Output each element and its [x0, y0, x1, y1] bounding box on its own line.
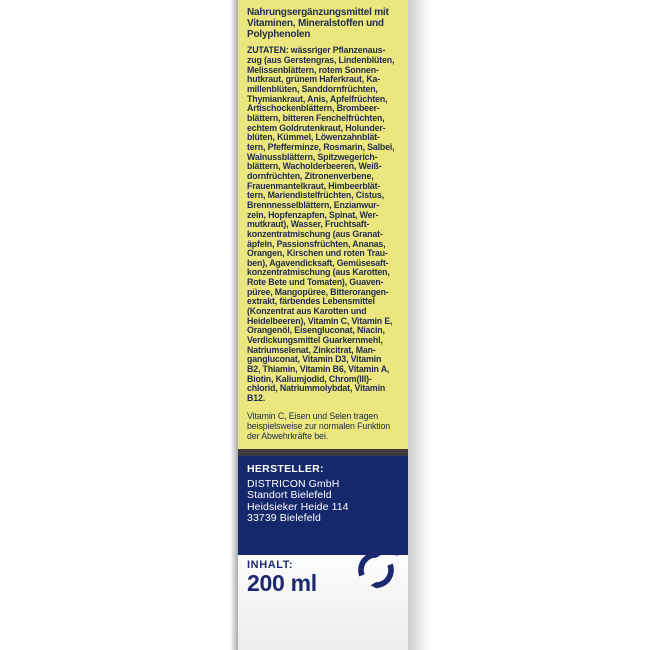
text-line: Orangenöl, Eisengluconat, Niacin,: [247, 325, 385, 336]
text-line: blättern, bitteren Fenchelfrüchten,: [247, 112, 385, 123]
text-line: Thymiankraut, Anis, Apfelfrüchten,: [247, 93, 388, 104]
ingredients-list-text: [247, 46, 402, 403]
text-line: Vitaminen, Mineralstoffen und: [247, 17, 384, 29]
text-line: Heidsieker Heide 114: [247, 500, 349, 513]
text-line: ZUTATEN: wässriger Pflanzenaus-: [247, 45, 386, 56]
text-line: äpfeln, Passionsfrüchten, Ananas,: [247, 238, 386, 249]
text-line: püree, Mangopüree, Bitterorangen-: [247, 286, 389, 297]
text-line: Vitamin C, Eisen und Selen tragen: [247, 410, 379, 421]
text-line: Frauenmantelkraut, Himbeerblät-: [247, 180, 381, 191]
text-line: Rote Bete und Tomaten), Guaven-: [247, 277, 384, 288]
text-line: millenblüten, Sanddornfrüchten,: [247, 84, 378, 95]
text-line: blüten, Kümmel, Löwenzahnblät-: [247, 132, 380, 143]
text-line: (Konzentrat aus Karotten und: [247, 306, 367, 317]
text-line: Heidelbeeren), Vitamin C, Vitamin E,: [247, 315, 393, 326]
text-line: extrakt, färbendes Lebensmittel: [247, 296, 375, 307]
package-side-panel: [238, 0, 408, 650]
text-line: blättern, Wacholderbeeren, Weiß-: [247, 161, 382, 172]
text-line: B2, Thiamin, Vitamin B6, Vitamin A,: [247, 364, 390, 375]
text-line: Standort Bielefeld: [247, 489, 332, 502]
green-dot-recycling-icon: [357, 551, 395, 589]
health-claim-text: [247, 411, 402, 442]
text-line: Natriumselenat, Zinkcitrat, Man-: [247, 344, 376, 355]
text-line: der Abwehrkräfte bei.: [247, 431, 329, 442]
text-line: hutkraut, grünem Haferkraut, Ka-: [247, 74, 381, 85]
text-line: konzentratmischung (aus Karotten,: [247, 267, 390, 278]
content-section: [238, 549, 408, 650]
content-label: INHALT:: [247, 559, 294, 571]
text-line: B12.: [247, 393, 265, 404]
text-line: mutkraut), Wasser, Fruchtsaft-: [247, 219, 370, 230]
registered-trademark-symbol: ®: [394, 549, 400, 558]
text-line: konzentratmischung (aus Granat-: [247, 228, 383, 239]
text-line: beispielsweise zur normalen Funktion: [247, 421, 391, 432]
text-line: zug (aus Gerstengras, Lindenblüten,: [247, 55, 395, 66]
text-line: Polyphenolen: [247, 28, 311, 40]
text-line: chlorid, Natriummolybdat, Vitamin: [247, 383, 386, 394]
ingredients-section: [238, 0, 408, 449]
box-fold-band: [238, 449, 408, 456]
text-line: Orangen, Kirschen und roten Trau-: [247, 248, 388, 259]
manufacturer-label: HERSTELLER:: [247, 463, 324, 475]
text-line: Brennnesselblättern, Enzianwur-: [247, 199, 380, 210]
manufacturer-section: [238, 456, 408, 555]
text-line: zeln, Hopfenzapfen, Spinat, Wer-: [247, 209, 379, 220]
text-line: Melissenblättern, rotem Sonnen-: [247, 64, 379, 75]
text-line: ben), Agavendicksaft, Gemüsesaft-: [247, 257, 389, 268]
text-line: tern, Pfefferminze, Rosmarin, Salbei,: [247, 141, 395, 152]
text-line: dornfrüchten, Zitronenverbene,: [247, 170, 374, 181]
panel-left-edge-shadow: [230, 0, 238, 650]
product-description-heading: [247, 8, 402, 40]
text-line: Biotin, Kaliumjodid, Chrom(III)-: [247, 373, 372, 384]
text-line: Verdickungsmittel Guarkernmehl,: [247, 335, 383, 346]
text-line: DISTRICON GmbH: [247, 478, 340, 490]
panel-right-side-shadow: [408, 0, 432, 650]
manufacturer-address: [247, 479, 402, 524]
content-volume-value: 200 ml: [247, 570, 317, 596]
text-line: 33739 Bielefeld: [247, 511, 321, 524]
text-line: echtem Goldrutenkraut, Holunder-: [247, 122, 386, 133]
text-line: Walnussblättern, Spitzwegerich-: [247, 151, 378, 162]
text-line: tern, Mariendistelfrüchten, Cistus,: [247, 190, 384, 201]
text-line: Artischockenblättern, Brombeer-: [247, 103, 380, 114]
text-line: gangluconat, Vitamin D3, Vitamin: [247, 354, 382, 365]
text-line: Nahrungsergänzungsmittel mit: [247, 7, 389, 18]
